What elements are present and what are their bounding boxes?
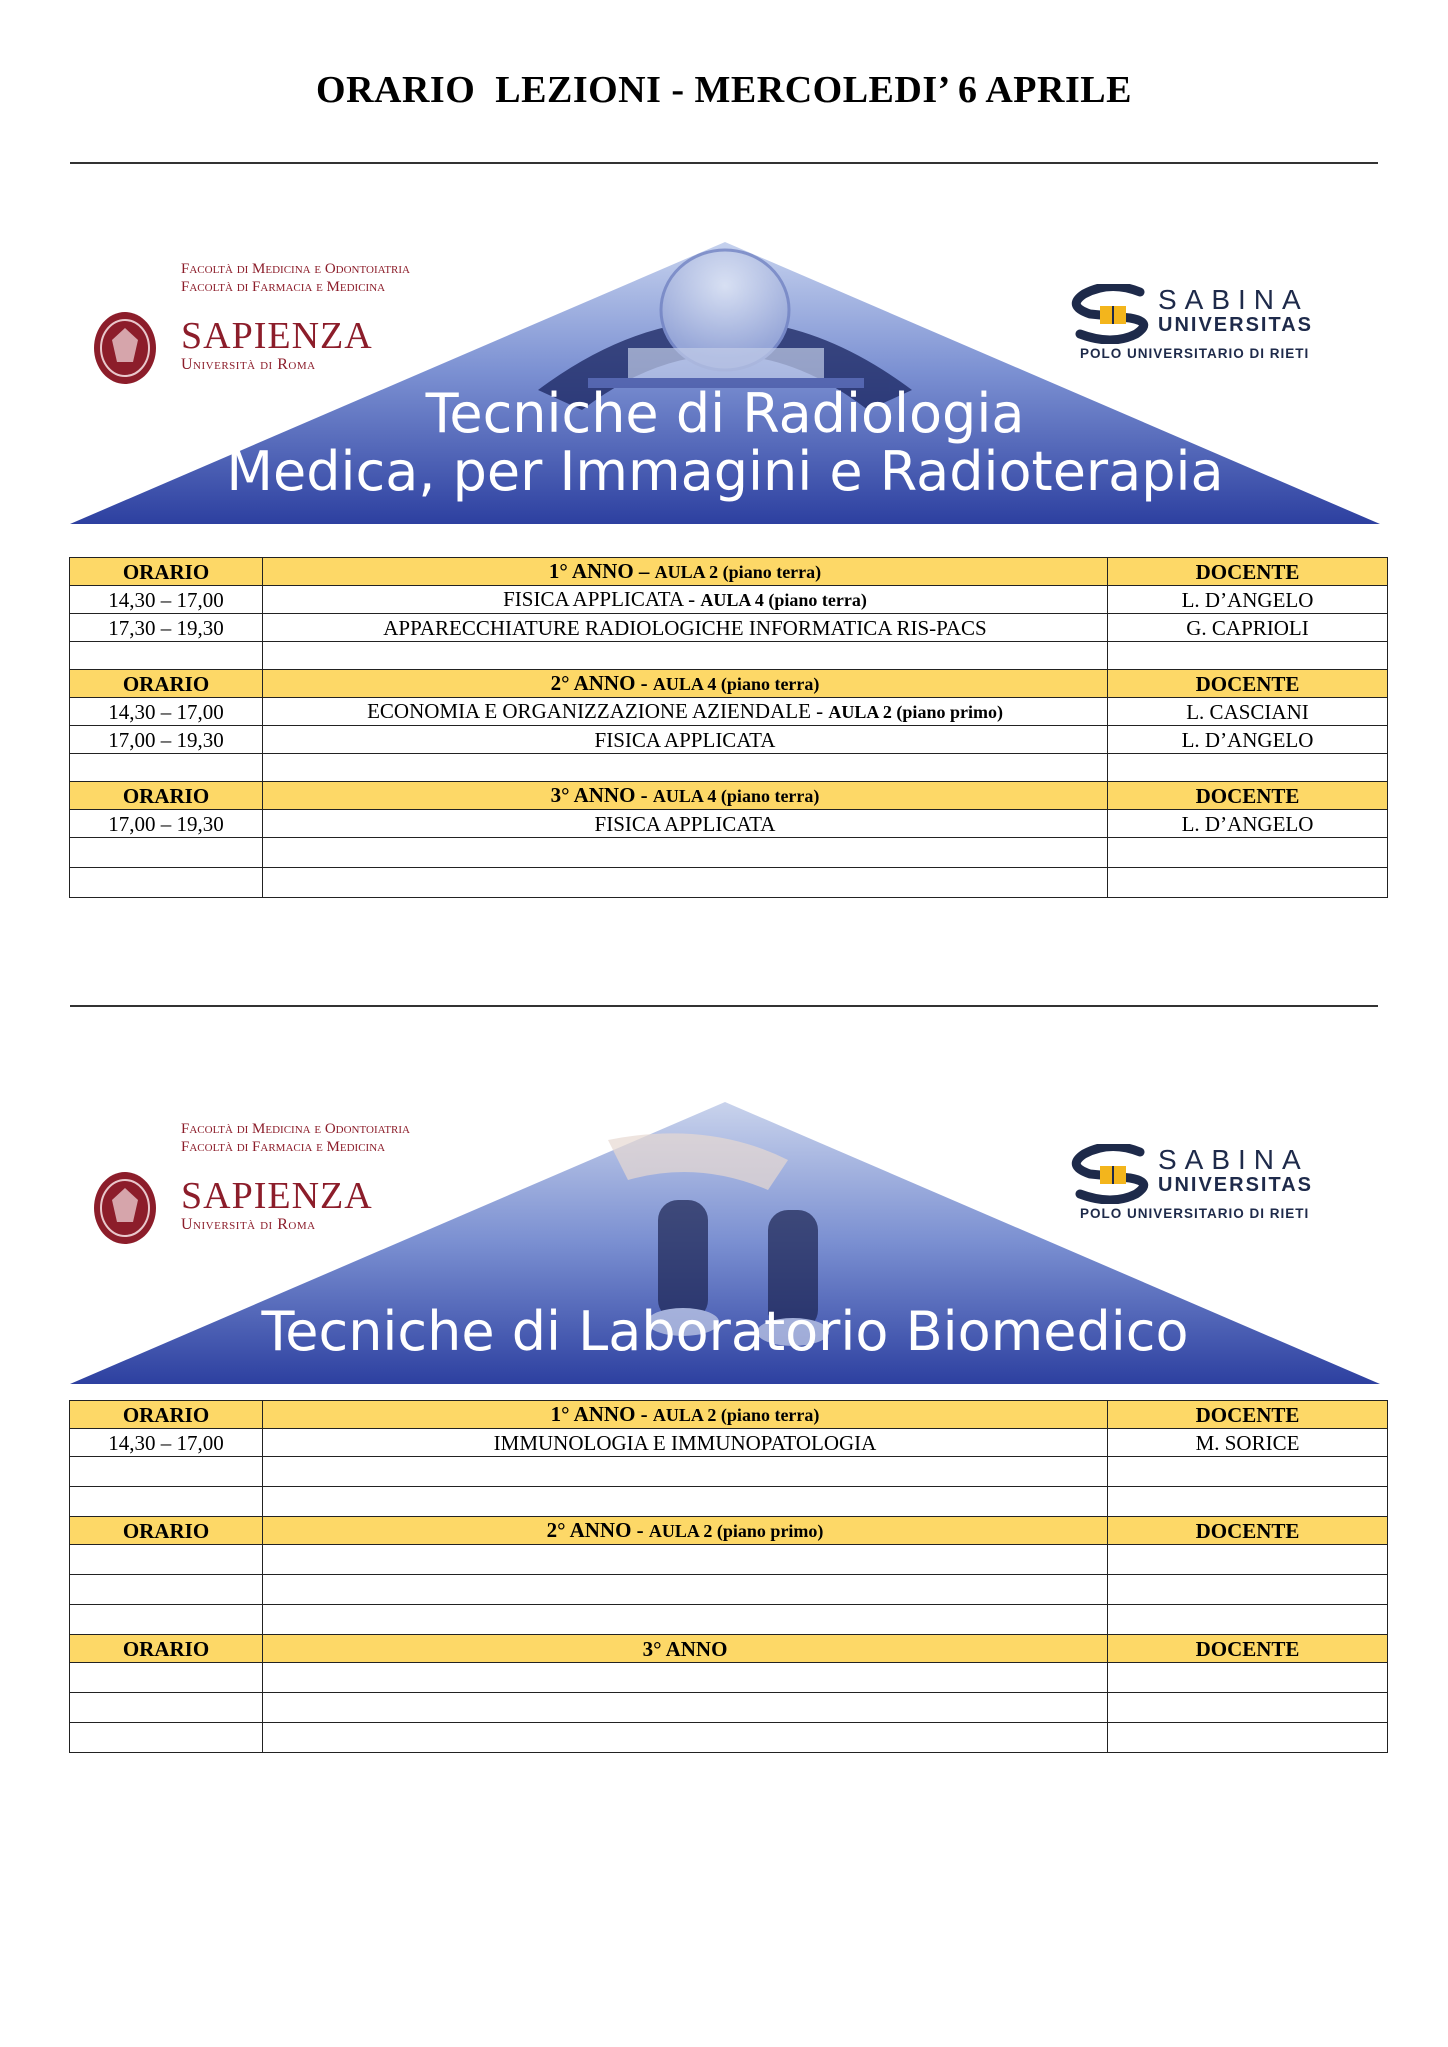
polo-label: POLO UNIVERSITARIO DI RIETI [1080,1206,1310,1221]
divider-top [70,162,1378,164]
teacher-cell: G. CAPRIOLI [1108,614,1388,642]
orario-header: ORARIO [70,782,263,810]
year-header: 3° ANNO [263,1635,1108,1663]
sapienza-wordmark: SAPIENZA [181,315,373,357]
empty-row [70,754,1388,782]
orario-header: ORARIO [70,1401,263,1429]
empty-row [70,1723,1388,1753]
empty-row [70,868,1388,898]
table-row [70,726,1388,754]
docente-header: DOCENTE [1108,782,1388,810]
docente-header: DOCENTE [1108,558,1388,586]
docente-header: DOCENTE [1108,1517,1388,1545]
orario-header: ORARIO [70,1517,263,1545]
banner1-line1: Tecniche di Radiologia [425,382,1025,445]
empty-row [70,1457,1388,1487]
year-header: 1° ANNO – AULA 2 (piano terra) [263,558,1108,586]
faculty-line-1: Facoltà di Medicina e Odontoiatria [181,261,410,277]
empty-row [70,1663,1388,1693]
course-cell: FISICA APPLICATA [263,726,1108,754]
section-header [70,782,1388,810]
table-row [70,586,1388,614]
course-cell: FISICA APPLICATA [263,810,1108,838]
sabina-wordmark: SABINA [1158,1144,1309,1175]
time-cell: 17,00 – 19,30 [70,726,263,754]
table-row [70,698,1388,726]
course-cell: ECONOMIA E ORGANIZZAZIONE AZIENDALE - AULA 2 (piano primo) [263,698,1108,726]
orario-header: ORARIO [70,670,263,698]
course-cell: APPARECCHIATURE RADIOLOGICHE INFORMATICA RIS-PACS [263,614,1108,642]
year-header: 1° ANNO - AULA 2 (piano terra) [263,1401,1108,1429]
teacher-cell: L. D’ANGELO [1108,810,1388,838]
course-cell: IMMUNOLOGIA E IMMUNOPATOLOGIA [263,1429,1108,1457]
banner1-line2: Medica, per Immagini e Radioterapia [226,440,1224,503]
sapienza-seal-icon [92,1170,158,1246]
teacher-cell: M. SORICE [1108,1429,1388,1457]
sabina-logo-icon [1070,1144,1160,1204]
banner2-line1: Tecniche di Laboratorio Biomedico [261,1300,1189,1363]
table-row [70,1429,1388,1457]
faculty-line-2: Facoltà di Farmacia e Medicina [181,279,386,295]
empty-row [70,1487,1388,1517]
teacher-cell: L. CASCIANI [1108,698,1388,726]
sapienza-subtitle: Università di Roma [181,356,316,373]
banner-laboratorio [68,1100,1382,1386]
universitas-wordmark: UNIVERSITAS [1158,314,1313,336]
divider-middle [70,1005,1378,1007]
sapienza-seal-icon [92,310,158,386]
year-header: 2° ANNO - AULA 2 (piano primo) [263,1517,1108,1545]
empty-row [70,1605,1388,1635]
course-cell: FISICA APPLICATA - AULA 4 (piano terra) [263,586,1108,614]
time-cell: 14,30 – 17,00 [70,586,263,614]
section-header [70,670,1388,698]
universitas-wordmark: UNIVERSITAS [1158,1174,1313,1196]
teacher-cell: L. D’ANGELO [1108,586,1388,614]
docente-header: DOCENTE [1108,1401,1388,1429]
year-header: 2° ANNO - AULA 4 (piano terra) [263,670,1108,698]
faculty-line-2: Facoltà di Farmacia e Medicina [181,1139,386,1155]
empty-row [70,642,1388,670]
teacher-cell: L. D’ANGELO [1108,726,1388,754]
schedule-table-laboratorio [69,1400,1388,1753]
time-cell: 14,30 – 17,00 [70,698,263,726]
schedule-table-radiologia [69,557,1388,898]
polo-label: POLO UNIVERSITARIO DI RIETI [1080,346,1310,361]
section-header [70,1635,1388,1663]
time-cell: 17,00 – 19,30 [70,810,263,838]
year-header: 3° ANNO - AULA 4 (piano terra) [263,782,1108,810]
sabina-wordmark: SABINA [1158,284,1309,315]
docente-header: DOCENTE [1108,670,1388,698]
docente-header: DOCENTE [1108,1635,1388,1663]
page-title: ORARIO LEZIONI - MERCOLEDI’ 6 APRILE [316,69,1132,111]
sabina-logo-icon [1070,284,1160,344]
orario-header: ORARIO [70,1635,263,1663]
time-cell: 14,30 – 17,00 [70,1429,263,1457]
section-header [70,1517,1388,1545]
empty-row [70,1575,1388,1605]
empty-row [70,838,1388,868]
orario-header: ORARIO [70,558,263,586]
faculty-line-1: Facoltà di Medicina e Odontoiatria [181,1121,410,1137]
table-row [70,614,1388,642]
empty-row [70,1545,1388,1575]
sapienza-subtitle: Università di Roma [181,1216,316,1233]
time-cell: 17,30 – 19,30 [70,614,263,642]
table-row [70,810,1388,838]
sapienza-wordmark: SAPIENZA [181,1175,373,1217]
banner-radiologia [68,240,1382,526]
section-header [70,1401,1388,1429]
section-header [70,558,1388,586]
empty-row [70,1693,1388,1723]
